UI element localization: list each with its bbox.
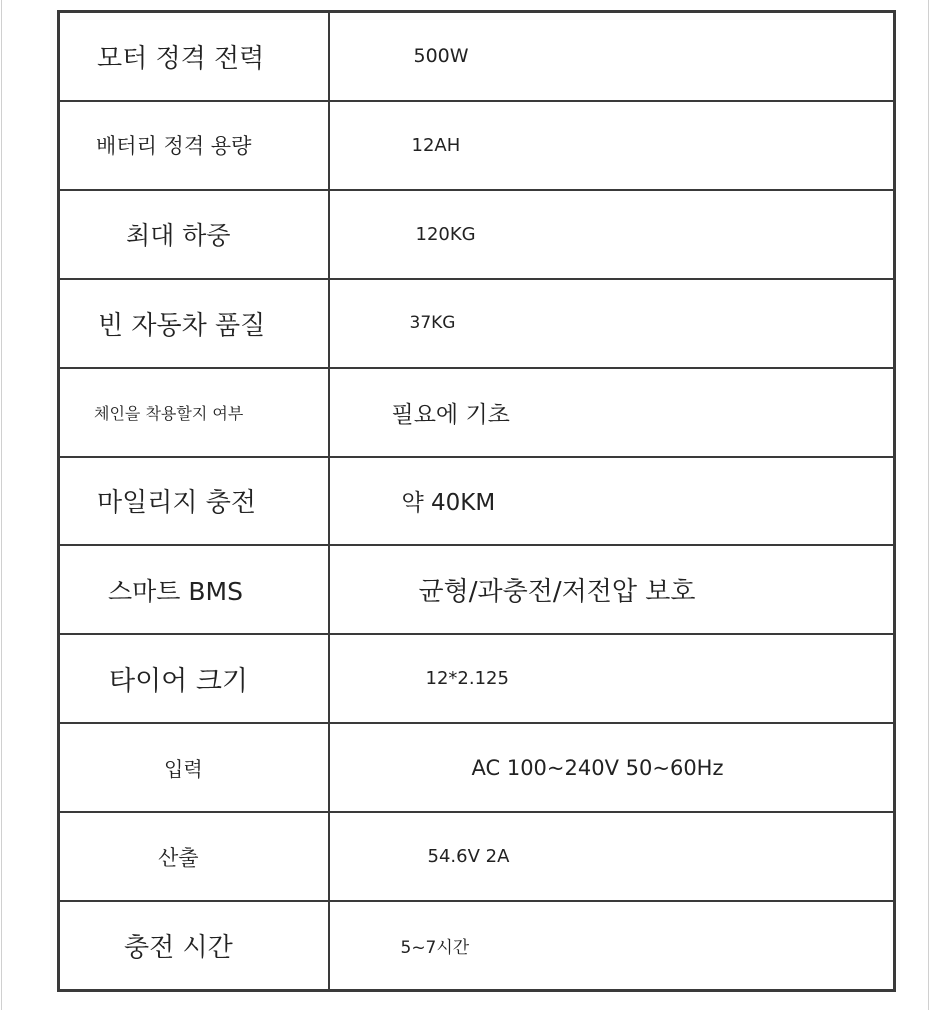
- spec-value-cell: [329, 723, 895, 812]
- spec-row-range: [59, 457, 895, 546]
- spec-value: 5~7시간: [400, 938, 470, 959]
- spec-label-cell: [59, 279, 329, 368]
- spec-row-empty-weight: [59, 279, 895, 368]
- spec-value: 12AH: [411, 134, 461, 156]
- spec-value: 균형/과충전/저전압 보호: [418, 577, 696, 608]
- spec-label-cell: [59, 457, 329, 546]
- spec-value: 약 40KM: [401, 490, 496, 517]
- spec-label: 타이어 크기: [109, 666, 248, 698]
- spec-label-cell: [59, 190, 329, 279]
- spec-label: 스마트 BMS: [108, 576, 243, 606]
- spec-label: 최대 하중: [126, 221, 231, 251]
- spec-value: 12*2.125: [425, 668, 509, 690]
- spec-label: 모터 정격 전력: [97, 43, 265, 74]
- spec-row-battery-capacity: [59, 101, 895, 190]
- spec-value-cell: [329, 12, 895, 101]
- spec-label-cell: [59, 101, 329, 190]
- spec-row-chain: [59, 368, 895, 457]
- spec-table: [57, 10, 896, 992]
- spec-label: 마일리지 충전: [97, 488, 256, 519]
- spec-value-cell: [329, 901, 895, 990]
- spec-label-cell: [59, 723, 329, 812]
- spec-row-motor-power: [59, 12, 895, 101]
- spec-value-cell: [329, 101, 895, 190]
- spec-value: 필요에 기초: [391, 401, 510, 428]
- spec-label-cell: [59, 545, 329, 634]
- spec-value: 37KG: [409, 313, 456, 334]
- spec-value: 500W: [413, 45, 469, 68]
- spec-label: 입력: [164, 757, 203, 782]
- spec-value: 54.6V 2A: [427, 846, 510, 868]
- spec-value-cell: [329, 634, 895, 723]
- left-edge-line: [1, 0, 2, 1010]
- spec-row-input: [59, 723, 895, 812]
- spec-value-cell: [329, 190, 895, 279]
- spec-label-cell: [59, 368, 329, 457]
- spec-label: 산출: [158, 845, 199, 870]
- spec-value-cell: [329, 812, 895, 901]
- spec-label: 빈 자동차 품질: [98, 310, 266, 341]
- spec-label-cell: [59, 812, 329, 901]
- spec-value: AC 100~240V 50~60Hz: [471, 755, 724, 780]
- spec-value-cell: [329, 279, 895, 368]
- spec-row-max-load: [59, 190, 895, 279]
- spec-row-output: [59, 812, 895, 901]
- spec-label: 체인을 착용할지 여부: [94, 403, 244, 423]
- spec-value-cell: [329, 368, 895, 457]
- spec-value-cell: [329, 457, 895, 546]
- spec-label-cell: [59, 901, 329, 990]
- spec-label-cell: [59, 634, 329, 723]
- spec-value: 120KG: [415, 223, 476, 245]
- spec-row-smart-bms: [59, 545, 895, 634]
- spec-label-cell: [59, 12, 329, 101]
- spec-row-charge-time: [59, 901, 895, 990]
- right-edge-line: [928, 0, 929, 1010]
- spec-row-tire-size: [59, 634, 895, 723]
- spec-label: 충전 시간: [124, 933, 233, 964]
- spec-label: 배터리 정격 용량: [96, 134, 252, 159]
- spec-value-cell: [329, 545, 895, 634]
